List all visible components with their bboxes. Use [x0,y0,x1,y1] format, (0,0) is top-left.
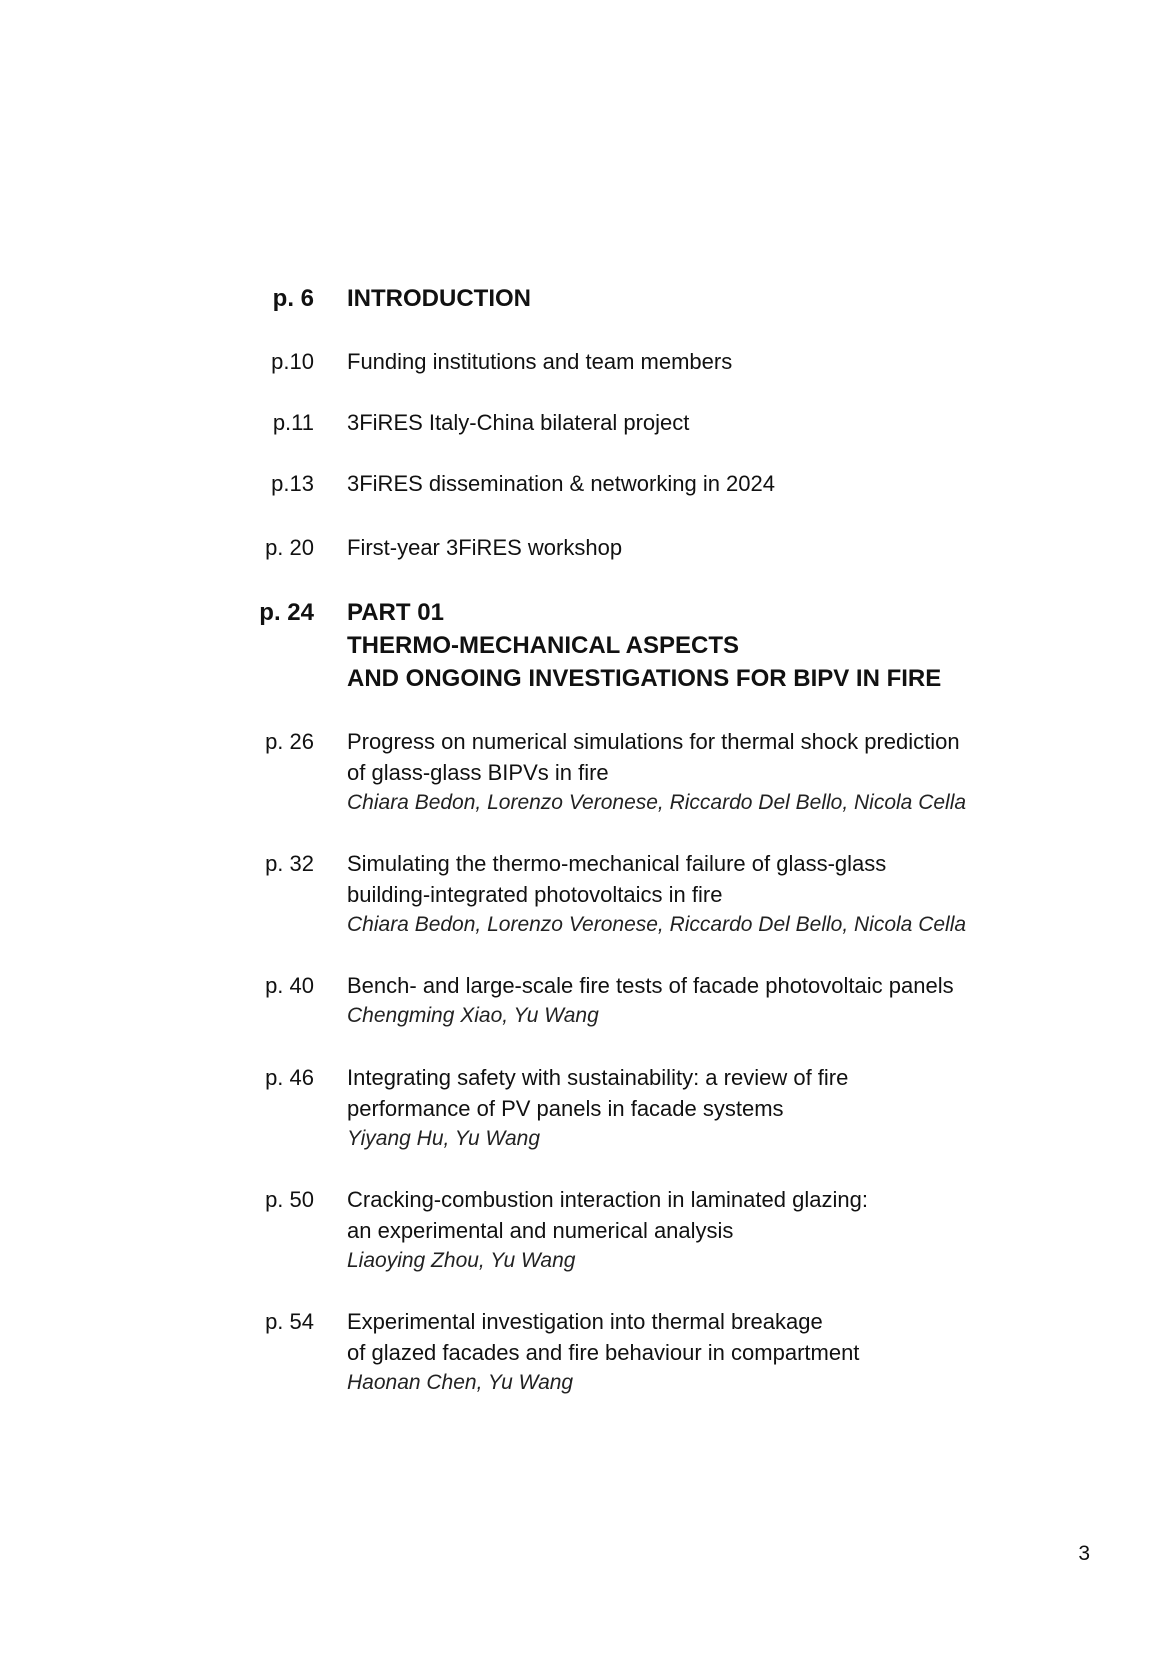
article-title-line: Experimental investigation into thermal breakage [347,1309,823,1334]
article-authors: Chengming Xiao, Yu Wang [347,1004,599,1027]
article-authors: Chiara Bedon, Lorenzo Veronese, Riccardo Del Bello, Nicola Cella [347,913,967,936]
toc-page-ref: p. 50 [265,1187,314,1212]
page-number: 3 [1078,1542,1090,1565]
toc-page-ref: p. 54 [265,1309,314,1334]
article-title-line: an experimental and numerical analysis [347,1218,734,1243]
toc-page-ref: p.11 [272,410,314,435]
article-title-line: building-integrated photovoltaics in fire [347,882,723,907]
toc-entry-title: 3FiRES dissemination & networking in 2024 [347,471,776,496]
toc-page-ref: p. 40 [265,973,314,998]
article-authors: Haonan Chen, Yu Wang [347,1371,574,1394]
article-authors: Yiyang Hu, Yu Wang [347,1127,541,1150]
article-authors: Liaoying Zhou, Yu Wang [347,1249,576,1272]
toc-page-ref: p. 32 [265,851,314,876]
toc-page-ref: p. 26 [265,729,314,754]
article-title-line: Integrating safety with sustainability: a review of fire [347,1065,849,1090]
toc-page-ref: p. 24 [259,599,314,626]
toc-page-ref: p.10 [271,349,314,374]
toc-section-title: INTRODUCTION [347,285,531,312]
toc-page-ref: p.13 [271,471,314,496]
article-title-line: Progress on numerical simulations for thermal shock prediction [347,729,960,754]
toc-entry-title: 3FiRES Italy-China bilateral project [347,410,690,435]
toc-part-title-line: THERMO-MECHANICAL ASPECTS [347,632,740,659]
article-title-line: performance of PV panels in facade systems [347,1096,784,1121]
article-authors: Chiara Bedon, Lorenzo Veronese, Riccardo Del Bello, Nicola Cella [347,791,967,814]
article-title-line: of glass-glass BIPVs in fire [347,760,609,785]
toc-page-ref: p. 6 [272,285,314,312]
article-title-line: Bench- and large-scale fire tests of facade photovoltaic panels [347,973,954,998]
toc-part-title-line: AND ONGOING INVESTIGATIONS FOR BIPV IN FIRE [347,665,942,692]
article-title-line: Cracking-combustion interaction in laminated glazing: [347,1187,868,1212]
toc-page-ref: p. 46 [265,1065,314,1090]
toc-entry-title: First-year 3FiRES workshop [347,535,623,560]
toc-entry-title: Funding institutions and team members [347,349,733,374]
article-title-line: of glazed facades and fire behaviour in compartment [347,1340,860,1365]
article-title-line: Simulating the thermo-mechanical failure of glass-glass [347,851,887,876]
toc-part-label: PART 01 [347,599,444,626]
toc-page-ref: p. 20 [265,535,314,560]
